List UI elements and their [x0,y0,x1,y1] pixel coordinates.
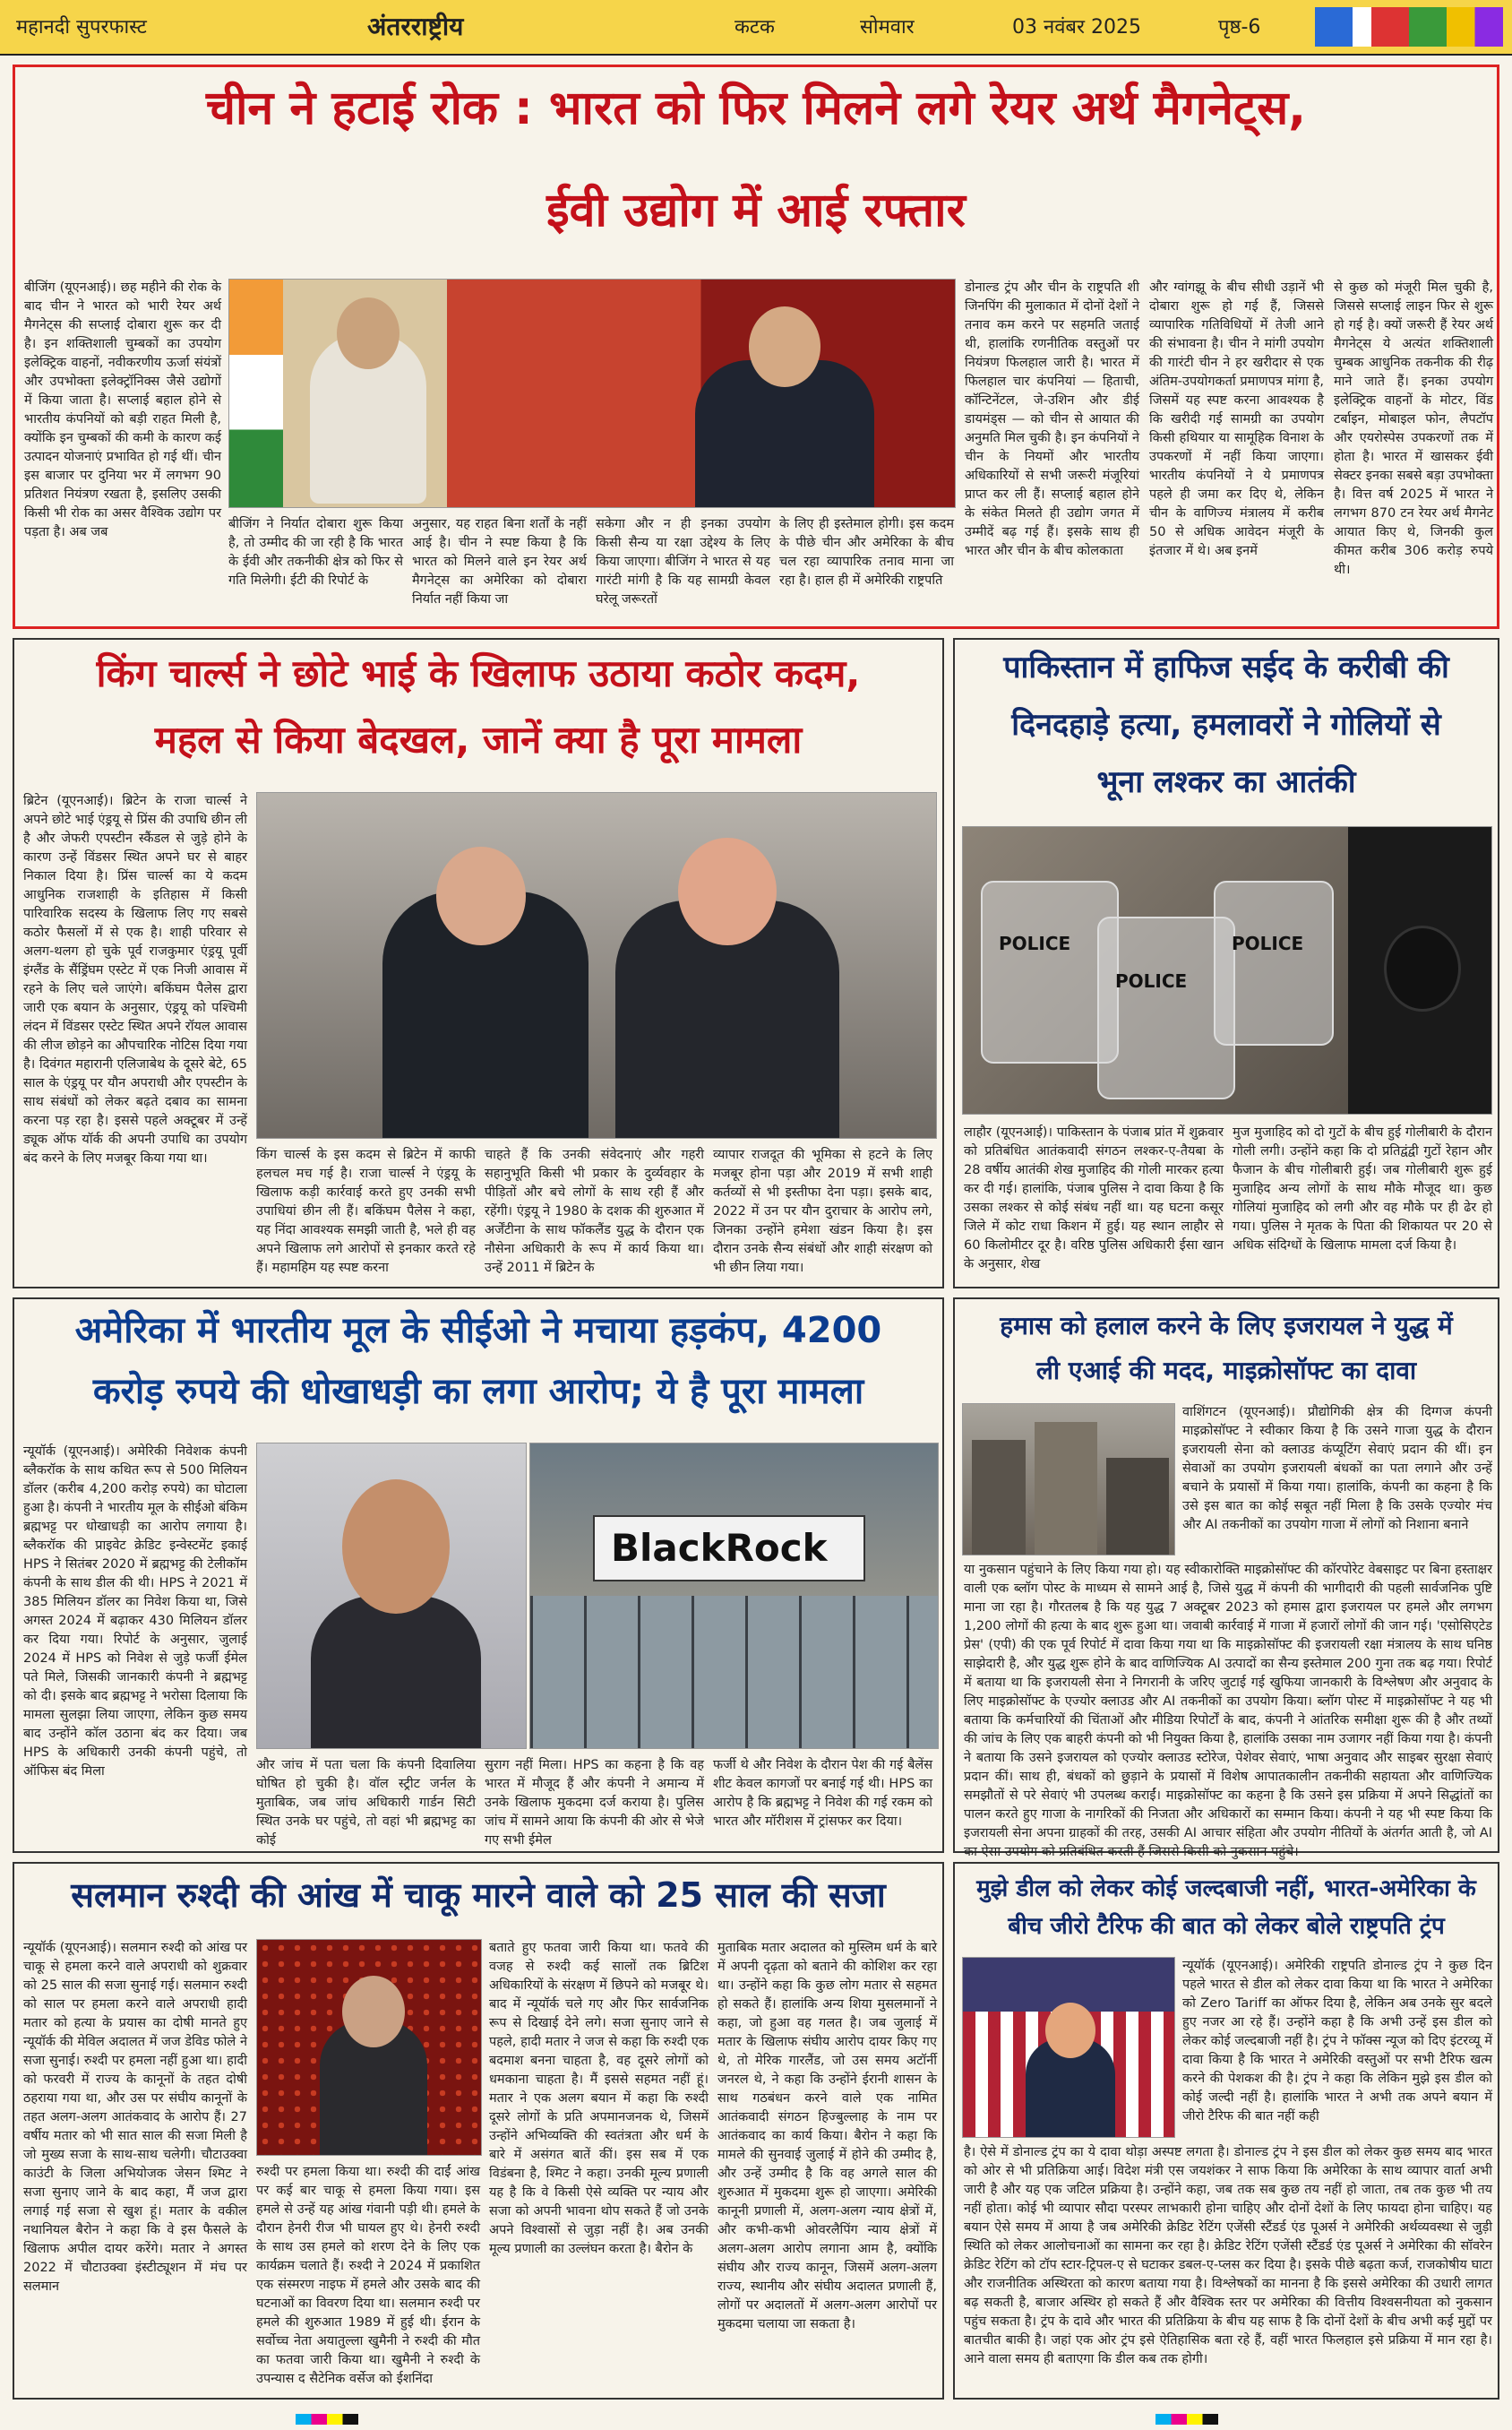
story-column: और जांच में पता चला कि कंपनी दिवालिया घोषित हो चुकी है। वॉल स्ट्रीट जर्नल के मुताबिक, जब जांच अधिकारी गार्डन सिटी स्थित उनके घर पहुंचे, तो वहां भी ब्रह्मभट्ट का कोई [256,1758,476,1848]
photo-gaza-ruins [962,1403,1175,1555]
section-name: अंतरराष्ट्रीय [367,12,464,41]
story-column: बीजिंग ने निर्यात दोबारा शुरू किया है, तो उम्मीद की जा रही है कि भारत के ईवी और तकनीकी क्षेत्र को फिर से गति मिलेगी। ईटी की रिपोर्ट के [228,517,403,589]
story-king-charles [13,638,944,1288]
photo-trump-podium [962,1957,1175,2138]
masthead-bar [0,0,1512,56]
headline-line1: किंग चार्ल्स ने छोटे भाई के खिलाफ उठाया कठोर कदम, [96,651,861,695]
story-column: या नुकसान पहुंचाने के लिए किया गया हो। यह स्वीकारोक्ति माइक्रोसॉफ्ट की कॉरपोरेट वेबसाइट पर बिना हस्ताक्षर वाली एक ब्लॉग पोस्ट के माध्यम से सामने आई है, जिसे युद्ध में कंपनी की भागीदारी की पहली सार्वजनिक पुष्टि माना जा रहा है। गौरतलब है कि यह युद्ध 7 अक्टूबर 2023 को हमास द्वारा इजरायल पर हमले और लगभग 1,200 लोगों की हत्या के बाद शुरू हुआ था। जवाबी कार्रवाई में गाजा में हजारों लोगों की जान गई। 'एसोसिएटेड प्रेस' (एपी) की एक पूर्व रिपोर्ट में दावा किया गया था कि माइक्रोसॉफ्ट की इजरायली रक्षा मंत्रालय के साथ घनिष्ठ साझेदारी है, और युद्ध शुरू होने के बाद वाणिज्यिक AI उत्पादों का सैन्य इस्तेमाल 200 गुना तक बढ़ गया। रिपोर्ट में बताया था कि इजरायली सेना ने निगरानी के जरिए जुटाई गई खुफिया जानकारी के विश्लेषण और अनुवाद के लिए माइक्रोसॉफ्ट के एज्योर क्लाउड और AI तकनीकों का उपयोग किया। ब्लॉग पोस्ट में माइक्रोसॉफ्ट ने यह भी बताया कि कर्मचारियों की चिंताओं और मीडिया रिपोर्टों के बाद, कंपनी ने आंतरिक समीक्षा शुरू की है और तथ्यों की जांच के लिए एक बाहरी कंपनी को भी नियुक्त किया है, हालांकि उसका नाम उजागर नहीं किया गया है। कंपनी ने बताया कि उसने इजरायल को एज्योर क्लाउड स्टोरेज, पेशेवर सेवाएं, भाषा अनुवाद और साइबर सुरक्षा सेवाएं प्रदान कीं। साथ ही, बंधकों को छुड़ाने के प्रयासों में विशेष आपातकालीन तकनीकी सहायता और वाणिज्यिक समझौतों से परे सेवाएं भी उपलब्ध कराईं। माइक्रोसॉफ्ट का कहना है कि उसने इस प्रक्रिया में अपने सिद्धांतों का पालन करते हुए गाजा के नागरिकों की निजता और अधिकारों का सम्मान किया। कंपनी ने यह भी स्पष्ट किया कि इजरायली सेना अपना ग्राहकों की तरह, उसकी AI आचार संहिता और उपयोग नीतियों के अंतर्गत आती है, जो AI का ऐसा उपयोग को प्रतिबंधित करती हैं जिससे किसी को नुकसान पहुंचे। [964,1563,1492,1860]
story-indian-ceo-fraud [13,1297,944,1853]
story-column: चाहते हैं कि उनकी संवेदनाएं और गहरी सहानुभूति किसी भी प्रकार के दुर्व्यवहार के पीड़ितों और बचे लोगों के साथ रही हैं और रहेंगी। एंड्रयू ने 1980 के दशक की शुरुआत में अर्जेंटीना के साथ फॉकलैंड युद्ध के दौरान एक नौसेना अधिकारी के रूप में कार्य किया था। उन्हें 2011 में ब्रिटेन के [485,1148,704,1276]
story-israel-ai-microsoft [953,1297,1499,1860]
story-column: अनुसार, यह राहत बिना शर्तों के नहीं आई है। चीन ने स्पष्ट किया है कि भारत को मिलने वाले इन रेयर अर्थ मैगनेट्स का अमेरिका को दोबारा निर्यात नहीं किया जा [412,517,587,608]
headline-line1: पाकिस्तान में हाफिज सईद के करीबी की [1003,650,1449,685]
story-column: फर्जी थे और निवेश के दौरान पेश की गई बैलेंस शीट केवल कागजों पर बनाई गई थी। HPS का आरोप है कि ब्रह्मभट्ट ने निवेश की गई रकम को भारत और मॉरीशस में ट्रांसफर कर दिया। [713,1758,932,1830]
photo-blackrock-building [529,1443,939,1749]
footer-strip [0,2410,1512,2430]
story-column: और ग्वांगझू के बीच सीधी उड़ानें भी दोबारा शुरू हो गई हैं, जिससे व्यापारिक गतिविधियों में तेजी आने की संभावना है। चीन ने मांगी उपयोग की गारंटी चीन ने हर खरीदार से एक अंतिम-उपयोगकर्ता प्रमाणपत्र मांगा है, जिसमें यह स्पष्ट करना आवश्यक है कि खरीदी गई सामग्री का उपयोग किसी हथियार या सामूहिक विनाश के उपकरणों में नहीं किया जाएगा। भारतीय कंपनियों ने ये प्रमाणपत्र पहले ही जमा कर दिए थे, लेकिन चीन के वाणिज्य मंत्रालय में करीब 50 से अधिक आवेदन मंजूरी के इंतजार में थे। अब इनमें [1149,280,1324,559]
day: सोमवार [860,16,915,39]
headline-line2: ली एआई की मदद, माइक्रोसॉफ्ट का दावा [1035,1356,1417,1385]
photo-ceo-portrait [256,1443,527,1749]
headline-line1: चीन ने हटाई रोक : भारत को फिर मिलने लगे रेयर अर्थ मैगनेट्स, [205,82,1307,135]
photo-salman-rushdie [256,1939,482,2156]
photo-king-charles-andrew [256,792,937,1139]
story-column: के लिए ही इस्तेमाल होगी। इस कदम के पीछे चीन और अमेरिका के बीच चल रहा व्यापारिक तनाव माना जा रहा है। हाल ही में अमेरिकी राष्ट्रपति [779,517,954,589]
story-trump-zero-tariff [953,1862,1499,2400]
headline-line1: हमास को हलाल करने के लिए इजरायल ने युद्ध में [1000,1311,1453,1340]
blackrock-sign: BlackRock [611,1526,828,1570]
police-label: POLICE [999,933,1071,954]
story-column: किंग चार्ल्स के इस कदम से ब्रिटेन में काफी हलचल मच गई है। राजा चार्ल्स ने एंड्रयू के खिलाफ कड़ी कार्रवाई करते हुए उनकी सभी उपाधियां छीन ली हैं। बकिंघम पैलेस ने कहा, यह निंदा आवश्यक समझी जाती है, भले ही वह अपने खिलाफ लगे आरोपों से इनकार करते रहे हैं। महामहिम यह स्पष्ट करना [256,1148,476,1276]
story-column: सकेगा और न ही इनका उपयोग किसी सैन्य या रक्षा उद्देश्य के लिए किया जाएगा। बीजिंग ने भारत से यह गारंटी मांगी है कि यह सामग्री केवल घरेलू जरूरतों [596,517,770,608]
page-number: पृष्ठ-6 [1218,16,1261,39]
story-salman-rushdie [13,1862,944,2400]
story-column: न्यूयॉर्क (यूएनआई)। सलमान रुश्दी को आंख पर चाकू से हमला करने वाले अपराधी को शुक्रवार को 25 साल की सजा सुनाई गई। सलमान रुश्दी को साल पर हमला करने वाले अपराधी हादी मतार को हत्या के प्रयास का दोषी मानते हुए न्यूयॉर्क की मेविल अदालत में जज डेविड फोले ने सजा सुनाई। रुश्दी पर हमला नहीं हुआ था। हादी को फरवरी में राज्य के कानूनों के तहत दोषी ठहराया गया था, और उस पर संघीय कानूनों के तहत अलग-अलग आतंकवाद के आरोप हैं। 27 वर्षीय मतार को भी सात साल की सजा मिली है जो मुख्य सजा के साथ-साथ चलेगी। चौटाउक्वा काउंटी के जिला अभियोजक जेसन श्मिट ने सजा सुनाए जाने के बाद कहा, मैं जज द्वारा लगाई गई सजा से खुश हूं। मतार के वकील नथानियल बैरोन ने कहा कि वे इस फैसले के खिलाफ अपील दायर करेंगे। मतार ने अगस्त 2022 में चौटाउक्वा इंस्टीट्यूशन में मंच पर सलमान [23,1941,247,2295]
headline-line3: भूना लश्कर का आतंकी [1096,764,1356,800]
story-column: रुश्दी पर हमला किया था। रुश्दी की दाईं आंख पर कई बार चाकू से हमला किया गया। इस हमले से उन्हें यह आंख गंवानी पड़ी थी। हमले के दौरान हेनरी रीज भी घायल हुए थे। हेनरी रुश्दी के साथ उस हमले को शरण देने के लिए एक कार्यक्रम चलाते हैं। रुश्दी ने 2024 में प्रकाशित एक संस्मरण नाइफ में हमले और उसके बाद की घटनाओं का विवरण दिया था। सलमान रुश्दी पर हमले की शुरुआत 1989 में हुई थी। ईरान के सर्वोच्च नेता अयातुल्ला खुमैनी ने रुश्दी की मौत का फतवा जारी किया था। खुमैनी ने रुश्दी के उपन्यास द सैटेनिक वर्सेज को ईशनिंदा [256,2165,480,2387]
photo-modi-xi [228,279,956,508]
headline-line1: मुझे डील को लेकर कोई जल्दबाजी नहीं, भारत-अमेरिका के [976,1875,1476,1902]
story-column: बीजिंग (यूएनआई)। छह महीने की रोक के बाद चीन ने भारत को भारी रेयर अर्थ मैगनेट्स की सप्लाई दोबारा शुरू कर दी है। इन शक्तिशाली चुम्बकों का उपयोग इलेक्ट्रिक वाहनों, नवीकरणीय ऊर्जा संयंत्रों और उपभोक्ता इलेक्ट्रॉनिक्स जैसे उद्योगों में किया जाता है। सप्लाई बहाल होने से भारतीय कंपनियों को बड़ी राहत मिली है, क्योंकि इन चुम्बकों की कमी के कारण कई उत्पादन योजनाएं प्रभावित हो गई थीं। चीन इस बाजार पर दुनिया भर में लगभग 90 प्रतिशत नियंत्रण रखता है, इसलिए उसकी किसी भी रोक का असर वैश्विक उद्योग पर पड़ता है। अब जब [24,280,221,540]
story-pakistan-hafiz-saeed [953,638,1499,1288]
story-column: व्यापार राजदूत की भूमिका से हटने के लिए मजबूर होना पड़ा और 2019 में सभी शाही कर्तव्यों से भी इस्तीफा देना पड़ा। इसके बाद, 2022 में उन पर यौन दुराचार के आरोप लगे, जिनका उन्होंने हमेशा खंडन किया है। इस दौरान उनके सैन्य संबंधों और शाही संरक्षण को भी छीन लिया गया। [713,1148,932,1276]
story-china-rare-earth [13,65,1499,629]
story-column: डोनाल्ड ट्रंप और चीन के राष्ट्रपति शी जिनपिंग की मुलाकात में दोनों देशों ने तनाव कम करने पर सहमति जताई थी, हालांकि रणनीतिक वस्तुओं पर नियंत्रण फिलहाल जारी है। भारत में फिलहाल चार कंपनियां — हिताची, कॉन्टिनेंटल, जे-उशिन और डीई डायमंड्स — को चीन से आयात की अनुमति मिल चुकी है। इन कंपनियों ने चीन के नियमों और भारतीय अधिकारियों से सभी जरूरी मंजूरियां प्राप्त कर ली हैं। सप्लाई बहाल होने के संकेत मिलते ही उद्योग जगत में उम्मीदें बढ़ गई हैं। इसके साथ ही भारत और चीन के बीच कोलकाता [965,280,1139,559]
headline-line2: ईवी उद्योग में आई रफ्तार [546,184,966,237]
story-column: मुताबिक मतार अदालत को मुस्लिम धर्म के बारे में अपनी दृढ़ता को बताने की कोशिश कर रहा था। उन्होंने कहा कि कुछ लोग मतार से सहमत हो सकते हैं। हालांकि अन्य शिया मुसलमानों ने कहा, जो हुआ वह गलत है। जब जुलाई में मतार के खिलाफ संघीय आरोप दायर किए गए थे, तो मेरिक गारलैंड, जो उस समय अटॉर्नी जनरल थे, ने कहा कि उन्होंने ईरानी शासन के साथ गठबंधन करने वाले एक नामित आतंकवादी संगठन हिज्बुल्लाह के नाम पर आतंकवाद का कार्य किया। बैरोन ने कहा कि मामले की सुनवाई जुलाई में होने की उम्मीद है, और उन्हें उम्मीद है कि वह अगले साल की शुरुआत में मुकदमा शुरू हो जाएगा। अमेरिकी कानूनी प्रणाली में, अलग-अलग न्याय क्षेत्रों में, और कभी-कभी ओवरलैपिंग न्याय क्षेत्रों में अलग-अलग आरोप लगाना आम है, क्योंकि संघीय और राज्य कानून, जिसमें अलग-अलग राज्य, स्थानीय और संघीय अदालत प्रणाली हैं, लोगों पर अदालतों में अलग-अलग आरोपों पर मुकदमा चलाया जा सकता है। [717,1941,937,2332]
story-column: न्यूयॉर्क (यूएनआई)। अमेरिकी राष्ट्रपति डोनाल्ड ट्रंप ने कुछ दिन पहले भारत से डील को लेकर दावा किया था कि भारत ने अमेरिका को Zero Tariff का ऑफर दिया है, लेकिन अब उनके सुर बदले हुए नजर आ रहे हैं। उन्होंने कहा है कि अभी उन्हें इस डील को लेकर कोई जल्दबाजी नहीं है। ट्रंप ने फॉक्स न्यूज को दिए इंटरव्यू में दावा किया है कि भारत ने अमेरिकी वस्तुओं पर सभी टैरिफ खत्म करने की पेशकश की है। ट्रंप ने कहा कि लेकिन मुझे इस डील को कोई जल्दी नहीं है। हालांकि भारत ने अभी तक अपने बयान में जीरो टैरिफ की बात नहीं कही [1182,1959,1492,2124]
police-label: POLICE [1115,970,1188,992]
city: कटक [735,16,775,39]
headline-line2: बीच जीरो टैरिफ की बात को लेकर बोले राष्ट्रपति ट्रंप [1008,1913,1445,1940]
story-column: मुज मुजाहिद को दो गुटों के बीच हुई गोलीबारी के दौरान गोली लगी। उन्होंने कहा कि दो प्रतिद्वंद्वी गुटों रेहान और फैजान के बीच गोलीबारी हुई। जब गोलीबारी शुरू हुई मुजाहिद अन्य लोगों के साथ मौके मौजूद था। कुछ गोलियां मुजाहिद को लगी और वह मौके पर ही ढेर हो गया। पुलिस ने मृतक के पिता की शिकायत पर 20 से अधिक संदिग्धों के खिलाफ मामला दर्ज किया है। [1233,1125,1492,1254]
photo-police-riot-shields [962,826,1492,1115]
flags-image [1315,7,1503,47]
story-column: ब्रिटेन (यूएनआई)। ब्रिटेन के राजा चार्ल्स ने अपने छोटे भाई एंड्रयू से प्रिंस की उपाधि छीन ली है और जेफरी एपस्टीन स्कैंडल से जुड़े होने के कारण उन्हें विंडसर स्थित अपने घर से बाहर निकाल दिया है। प्रिंस चार्ल्स का ये कदम आधुनिक राजशाही के इतिहास में किसी पारिवारिक सदस्य के खिलाफ लिए गए सबसे कठोर फैसलों में से एक है। शाही परिवार से अलग-थलग हो चुके पूर्व राजकुमार एंड्रयू पूर्वी इंग्लैंड के सैंड्रिंघम एस्टेट में एक निजी आवास में रहने के लिए चले जाएंगे। बकिंघम पैलेस द्वारा जारी एक बयान के अनुसार, एंड्रयू को पश्चिमी लंदन में विंडसर एस्टेट स्थित अपने रॉयल आवास की लीज छोड़ने का औपचारिक नोटिस दिया गया है। दिवंगत महारानी एलिजाबेथ के दूसरे बेटे, 65 साल के एंड्रयू पर यौन अपराधी और एपस्टीन के साथ संबंधों को लेकर बढ़ते दबाव का सामना करना पड़ रहा है। इससे पहले अक्टूबर में उन्हें ड्यूक ऑफ यॉर्क की अपनी उपाधि का उपयोग बंद करने के लिए मजबूर किया गया था। [23,794,247,1167]
story-column: न्यूयॉर्क (यूएनआई)। अमेरिकी निवेशक कंपनी ब्लैकरॉक के साथ कथित रूप से 500 मिलियन डॉलर (करीब 4,200 करोड़ रुपये) का घोटाला हुआ है। कंपनी ने भारतीय मूल के सीईओ बंकिम ब्रह्मभट्ट पर धोखाधड़ी का आरोप लगाया है। ब्लैकरॉक की प्राइवेट क्रेडिट इन्वेस्टमेंट इकाई HPS ने सितंबर 2020 में ब्रह्मभट्ट की टेलीकॉम कंपनी के साथ डील की थी। HPS ने 2021 में 385 मिलियन डॉलर का निवेश किया था, जिसे अगस्त 2024 में बढ़ाकर 430 मिलियन डॉलर कर दिया गया। रिपोर्ट के अनुसार, जुलाई 2024 में HPS को निवेश से जुड़े फर्जी ईमेल पते मिले, जिसकी जानकारी कंपनी ने ब्रह्मभट्ट को दी। इसके बाद ब्रह्मभट्ट ने भरोसा दिलाया कि मामला सुलझा लिया जाएगा, लेकिन कुछ समय बाद उन्होंने कॉल उठाना बंद कर दिया। जब HPS के अधिकारी उनकी कंपनी पहुंचे, तो ऑफिस बंद मिला [23,1444,247,1779]
headline-line2: करोड़ रुपये की धोखाधड़ी का लगा आरोप; ये है पूरा मामला [92,1371,864,1412]
story-column: लाहौर (यूएनआई)। पाकिस्तान के पंजाब प्रांत में शुक्रवार को प्रतिबंधित आतंकवादी संगठन लश्कर-ए-तैयबा के 28 वर्षीय आतंकी शेख मुजाहिद की गोली मारकर हत्या कर दी गई। हालांकि, पंजाब पुलिस ने दावा किया है कि उसका लश्कर से कोई संबंध नहीं था। यह घटना कसूर जिले में कोट राधा किशन में हुई। यह स्थान लाहौर से 60 किलोमीटर दूर है। वरिष्ठ पुलिस अधिकारी ईसा खान के अनुसार, शेख [964,1125,1224,1272]
headline-line2: दिनदहाड़े हत्या, हमलावरों ने गोलियों से [1011,707,1441,743]
headline-line1: अमेरिका में भारतीय मूल के सीईओ ने मचाया हड़कंप, 4200 [74,1310,882,1351]
story-column: सुराग नहीं मिला। HPS का कहना है कि वह भारत में मौजूद हैं और कंपनी ने अमान्य में उनके खिलाफ मुकदमा दर्ज कराया है। पुलिस जांच में सामने आया कि कंपनी की ओर से भेजे गए सभी ईमेल [485,1758,704,1848]
story-column: बताते हुए फतवा जारी किया था। फतवे की वजह से रुश्दी कई सालों तक ब्रिटिश अधिकारियों के संरक्षण में छिपने को मजबूर थे। बाद में न्यूयॉर्क चले गए और फिर सार्वजनिक रूप से दिखाई देने लगे। सजा सुनाए जाने से पहले, हादी मतार ने जज से कहा कि रुश्दी एक बदमाश बनना चाहता है, वह दूसरे लोगों को धमकाना चाहता है। मैं इससे सहमत नहीं हूं। मतार ने एक अलग बयान में कहा कि रुश्दी दूसरे लोगों के प्रति अपमानजनक थे, जिसमें उन्होंने अभिव्यक्ति की स्वतंत्रता और धर्म के बारे में असंगत बातें कीं। इस सब में एक विडंबना है, श्मिट ने कहा। उनकी मूल्य प्रणाली यह है कि वे किसी ऐसे व्यक्ति पर न्याय और सजा को अपनी भावना थोप सकते हैं जो उनके अपने विश्वासों से जुड़ा नहीं है। अब उनकी मूल्य प्रणाली का उल्लंघन करता है। बैरोन के [489,1941,709,2257]
date: 03 नवंबर 2025 [1012,16,1141,39]
story-column: है। ऐसे में डोनाल्ड ट्रंप का ये दावा थोड़ा अस्पष्ट लगता है। डोनाल्ड ट्रंप ने इस डील को लेकर कुछ समय बाद भारत को ओर से भी प्रतिक्रिया आई। विदेश मंत्री एस जयशंकर ने साफ किया कि अमेरिका के साथ व्यापार वार्ता अभी जारी है और यह एक जटिल प्रक्रिया है। उन्होंने कहा, जब तक सब कुछ तय नहीं हो जाता, तब तक कुछ भी तय नहीं होता। कोई भी व्यापार सौदा परस्पर लाभकारी होना चाहिए और दोनों देशों के लिए फायदा होना चाहिए। यह बयान ऐसे समय में आया है जब अमेरिकी क्रेडिट रेटिंग एजेंसी स्टैंडर्ड एंड पूअर्स ने अमेरिकी अर्थव्यवस्था से जुड़ी स्थिति को लेकर आलोचनाओं का सामना कर रहा है। क्रेडिट रेटिंग एजेंसी स्टैंडर्ड एंड पूअर्स ने अमेरिका की सॉवरेन क्रेडिट रेटिंग को टॉप स्टार-ट्रिपल-ए से घटाकर डबल-ए-प्लस कर दिया है। इसके पीछे बढ़ता कर्ज, राजकोषीय घाटा और राजनीतिक अस्थिरता को कारण बताया गया है। विश्लेषकों का मानना है कि इससे अमेरिका की उधारी लागत बढ़ सकती है, बाजार अस्थिर हो सकते हैं और वैश्विक स्तर पर अमेरिका की वित्तीय विश्वसनीयता को नुकसान पहुंच सकता है। ट्रंप के दावे और भारत की प्रतिक्रिया के बीच यह साफ है कि दोनों देशों के बीच अभी कई मुद्दों पर बातचीत बाकी है। जहां एक ओर ट्रंप इसे ऐतिहासिक बता रहे हैं, वहीं भारत फिलहाल इसे प्रक्रिया में मान रहा है। आने वाला समय ही बताएगा कि डील कब तक होगी। [964,2145,1492,2367]
story-column: वाशिंगटन (यूएनआई)। प्रौद्योगिकी क्षेत्र की दिग्गज कंपनी माइक्रोसॉफ्ट ने स्वीकार किया है कि उसने गाजा युद्ध के दौरान इजरायली सेना को क्लाउड कंप्यूटिंग सेवाएं प्रदान की थीं। इन सेवाओं का उपयोग इजरायली बंधकों का पता लगाने और उन्हें बचाने के प्रयासों में किया गया। हालांकि, कंपनी का कहना है कि उसे इस बात का कोई सबूत नहीं मिला है कि उसके एज्योर मंच और AI तकनीकों का उपयोग गाजा में लोगों को निशाना बनाने [1182,1405,1492,1533]
story-column: से कुछ को मंजूरी मिल चुकी है, जिससे सप्लाई लाइन फिर से शुरू हो गई है। क्यों जरूरी हैं रेयर अर्थ मैगनेट्स ये अत्यंत शक्तिशाली चुम्बक आधुनिक तकनीक की रीढ़ माने जाते हैं। इनका उपयोग इलेक्ट्रिक वाहनों के मोटर, विंड टर्बाइन, मोबाइल फोन, लैपटॉप और एयरोस्पेस उपकरणों तक में होता है। भारत में खासकर ईवी सेक्टर इनका सबसे बड़ा उपभोक्ता है। वित्त वर्ष 2025 में भारत ने लगभग 870 टन रेयर अर्थ मैगनेट आयात किए थे, जिनकी कुल कीमत करीब 306 करोड़ रुपये थी। [1334,280,1493,578]
police-label: POLICE [1232,933,1304,954]
headline-line2: महल से किया बेदखल, जानें क्या है पूरा मामला [154,718,803,762]
paper-name: महानदी सुपरफास्ट [16,16,147,39]
headline: सलमान रुश्दी की आंख में चाकू मारने वाले को 25 साल की सजा [71,1875,886,1915]
